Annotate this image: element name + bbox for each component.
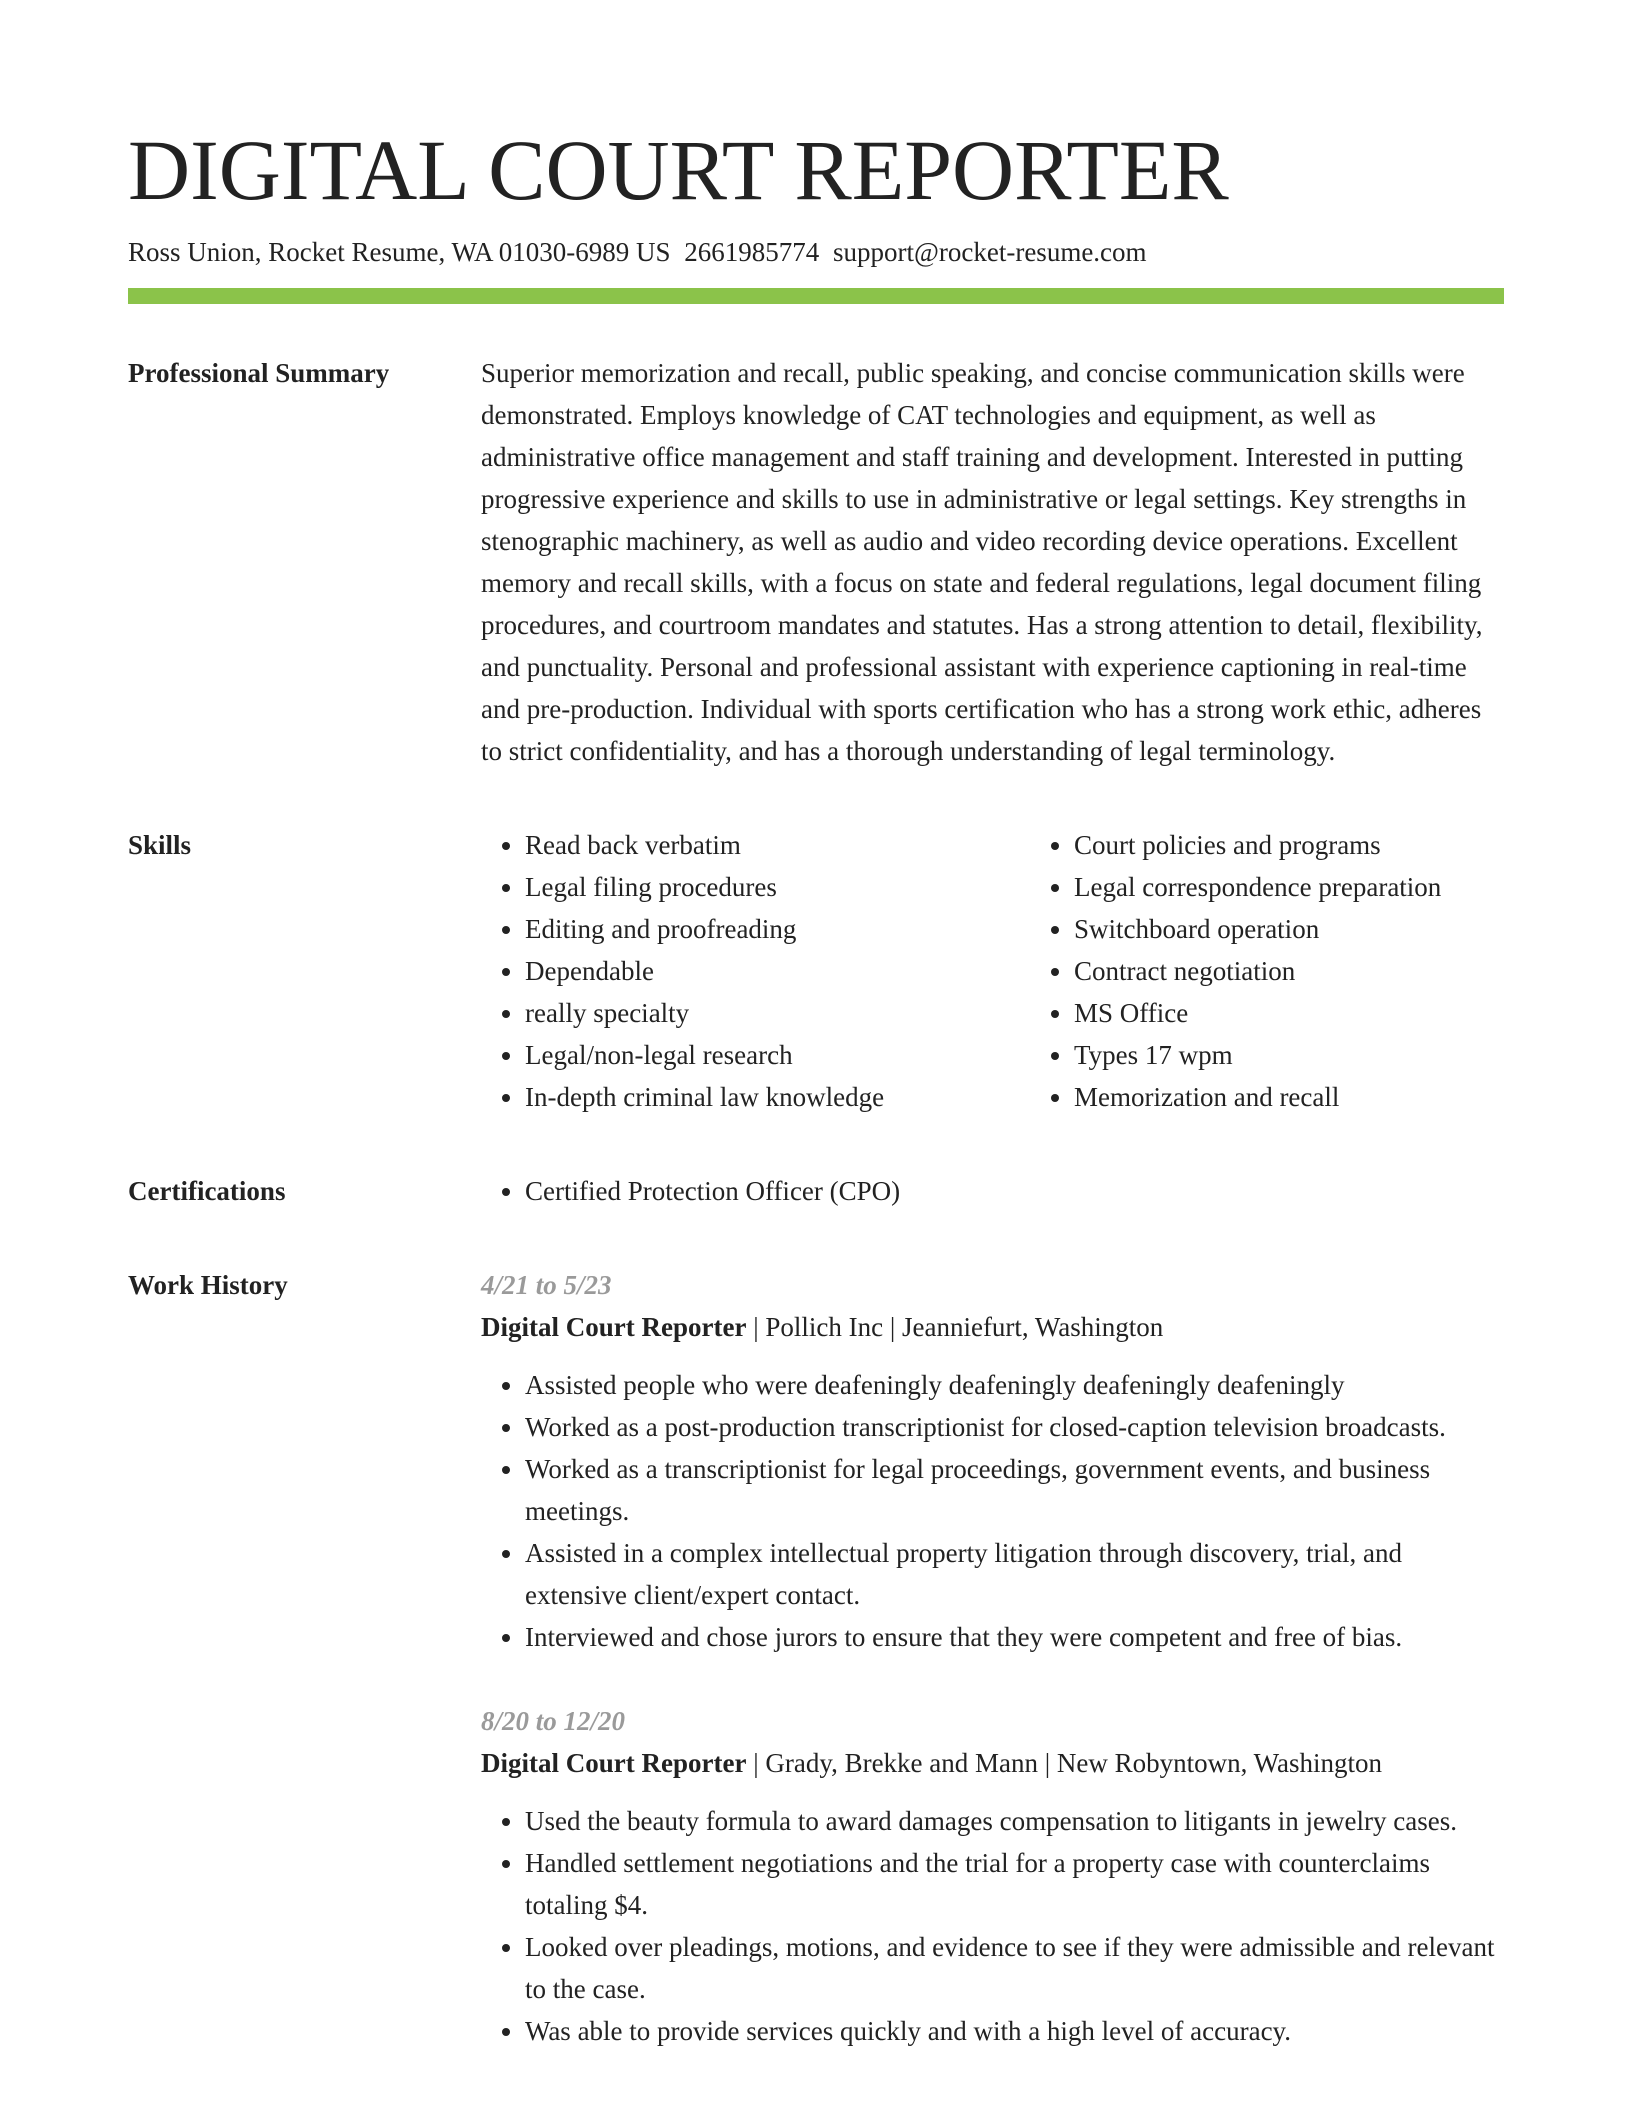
job-company-location: | Grady, Brekke and Mann | New Robyntown, Washington: [746, 1748, 1382, 1778]
skills-list-left: [481, 824, 1030, 1118]
resume-title: DIGITAL COURT REPORTER: [128, 122, 1229, 218]
skills-grid: [481, 824, 1504, 1118]
job-dates: 4/21 to 5/23: [481, 1270, 612, 1300]
summary-heading: Professional Summary: [128, 358, 390, 388]
job-bullets: [481, 1800, 1504, 2052]
skill-item: • Switchboard operation: [1074, 908, 1441, 950]
work-history-heading: Work History: [128, 1270, 288, 1300]
skill-item: • really specialty: [525, 992, 1030, 1034]
job-bullet: • Looked over pleadings, motions, and evidence to see if they were admissible and relevant to the case.: [525, 1926, 1504, 2010]
job-title: Digital Court Reporter: [481, 1312, 747, 1342]
job-dates: 8/20 to 12/20: [481, 1706, 626, 1736]
job-bullet: • Assisted in a complex intellectual property litigation through discovery, trial, and extensive client/expert contact.: [525, 1532, 1504, 1616]
work-history-section: [128, 1264, 1504, 2052]
job-bullet: • Was able to provide services quickly and with a high level of accuracy.: [525, 2010, 1504, 2052]
skill-item: • Editing and proofreading: [525, 908, 1030, 950]
skill-item: • Memorization and recall: [1074, 1076, 1441, 1118]
job-bullet: • Used the beauty formula to award damages compensation to litigants in jewelry cases.: [525, 1800, 1504, 1842]
contact-email: support@rocket-resume.com: [833, 237, 1147, 267]
skill-item: • Court policies and programs: [1074, 824, 1441, 866]
job-bullets: [481, 1364, 1504, 1658]
skills-section: [128, 824, 1504, 1118]
job-title: Digital Court Reporter: [481, 1748, 747, 1778]
summary-section: [128, 352, 1504, 772]
skill-item: • MS Office: [1074, 992, 1441, 1034]
skill-item: • Types 17 wpm: [1074, 1034, 1441, 1076]
job-entry: [481, 1700, 1504, 2052]
certifications-section: [128, 1170, 1504, 1212]
skill-item: • Contract negotiation: [1074, 950, 1441, 992]
job-bullet: • Interviewed and chose jurors to ensure that they were competent and free of bias.: [525, 1616, 1504, 1658]
skill-item: • Dependable: [525, 950, 1030, 992]
skill-item: • Read back verbatim: [525, 824, 1030, 866]
skill-item: • Legal/non-legal research: [525, 1034, 1030, 1076]
certification-item: • Certified Protection Officer (CPO): [525, 1170, 1504, 1212]
summary-text: Superior memorization and recall, public speaking, and concise communication skills were demonstrated. Employs knowledge of CAT technologies and equipment, as well as administrative office management and staff training and development. Interested in putting progressive experience and skills to use in administrative or legal settings. Key strengths in stenographic machinery, as well as audio and video recording device operations. Excellent memory and recall skills, with a focus on state and federal regulations, legal document filing procedures, and courtroom mandates and statutes. Has a strong attention to detail, flexibility, and punctuality. Personal and professional assistant with experience captioning in real-time and pre-production. Individual with sports certification who has a strong work ethic, adheres to strict confidentiality, and has a thorough understanding of legal terminology.: [481, 358, 1483, 766]
skill-item: • Legal correspondence preparation: [1074, 866, 1441, 908]
contact-phone: 2661985774: [684, 237, 820, 267]
job-entry: [481, 1264, 1504, 1658]
certifications-list: [481, 1170, 1504, 1212]
job-company-location: | Pollich Inc | Jeanniefurt, Washington: [746, 1312, 1164, 1342]
job-bullet: • Handled settlement negotiations and the trial for a property case with counterclaims totaling $4.: [525, 1842, 1504, 1926]
skill-item: • Legal filing procedures: [525, 866, 1030, 908]
header-divider: [128, 288, 1504, 304]
job-heading: [481, 1306, 1504, 1348]
contact-line: [128, 234, 1504, 270]
certifications-heading: Certifications: [128, 1176, 286, 1206]
job-bullet: • Assisted people who were deafeningly deafeningly deafeningly deafeningly: [525, 1364, 1504, 1406]
job-heading: [481, 1742, 1504, 1784]
skills-list-right: [1030, 824, 1441, 1118]
job-bullet: • Worked as a transcriptionist for legal proceedings, government events, and business meetings.: [525, 1448, 1504, 1532]
skills-heading: Skills: [128, 830, 192, 860]
job-bullet: • Worked as a post-production transcriptionist for closed-caption television broadcasts.: [525, 1406, 1504, 1448]
skill-item: • In-depth criminal law knowledge: [525, 1076, 1030, 1118]
contact-address: Ross Union, Rocket Resume, WA 01030-6989 US: [128, 237, 671, 267]
